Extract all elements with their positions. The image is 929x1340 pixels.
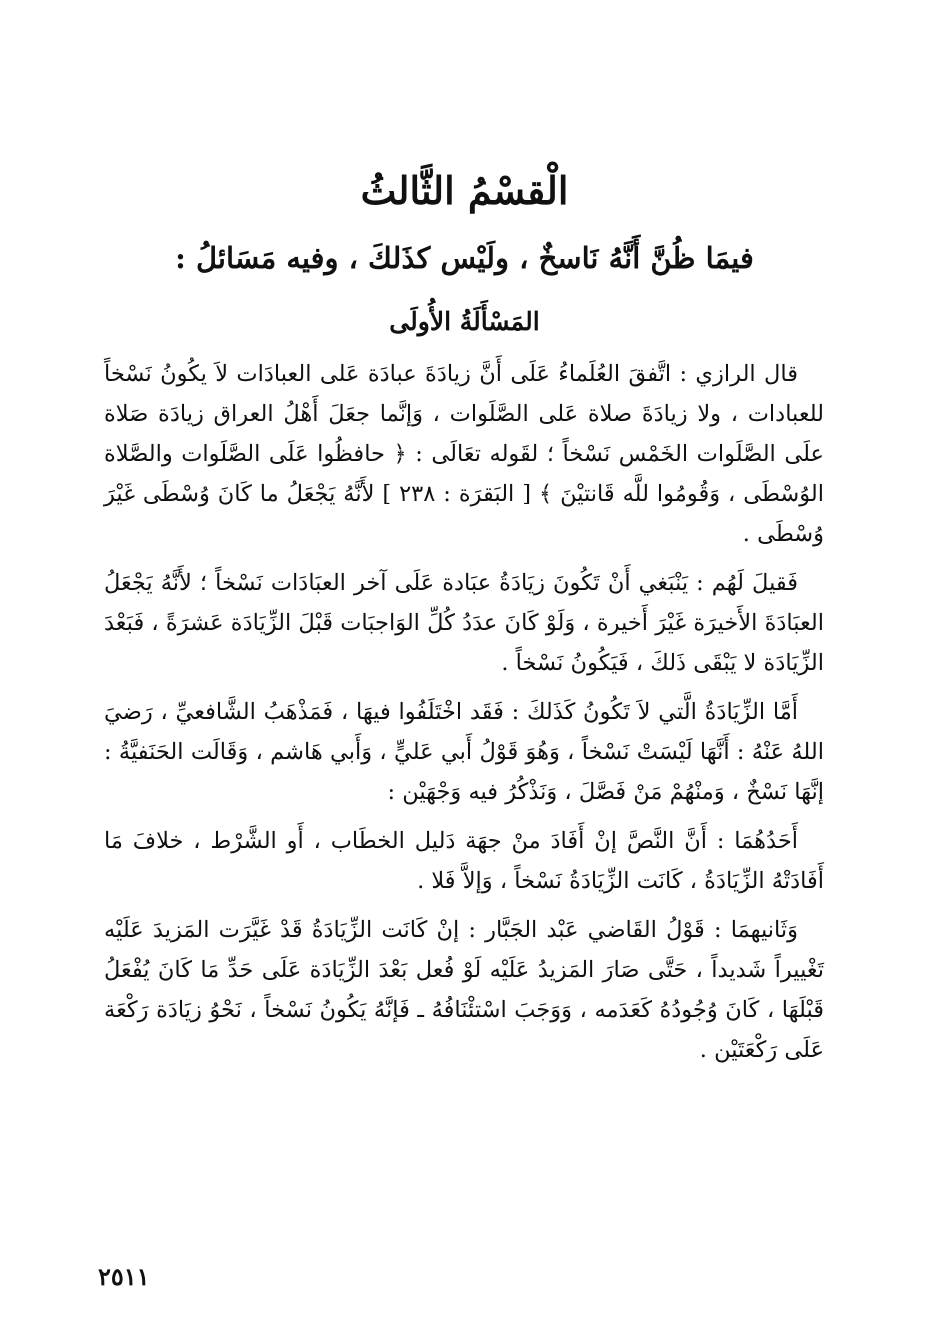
issue-title: المَسْأَلَةُ الأُولَى	[389, 307, 540, 336]
paragraph: وَثَانيهمَا : قَوْلُ القَاضي عَبْد الجَبَّار : إنْ كَانَت الزِّيَادَةُ قَدْ غَيَّرَت المَزيدَ عَلَيْه تَغْييراً شَديداً ، حَتَّى صَارَ المَزيدُ عَلَيْه لَوْ فُعل بَعْدَ الزِّيَادَة عَلَى حَدِّ مَا كَانَ يُفْعَلُ قَبْلَهَا ، كَانَ وُجُودُهُ كَعَدَمه ، وَوَجَبَ اسْتئْنَافُهُ ـ فَإنَّهُ يَكُونُ نَسْخاً ، نَحْوُ زيَادَة رَكْعَة عَلَى رَكْعَتَيْن .	[104, 917, 824, 1063]
page-number: ٢٥١١	[98, 1262, 150, 1291]
section-title: الْقسْمُ الثَّالثُ	[360, 168, 569, 213]
paragraph: أَحَدُهُمَا : أَنَّ النَّصَّ إنْ أَفَادَ منْ جهَة دَليل الخطَاب ، أَو الشَّرْط ، خلافَ مَا أَفَادَتْهُ الزِّيَادَةُ ، كَانَت الزِّيَادَةُ نَسْخاً ، وَإلاَّ فَلا .	[104, 828, 824, 894]
body-text	[104, 354, 824, 1079]
paragraph: أَمَّا الزِّيَادَةُ الَّتي لاَ تَكُونُ كَذَلكَ : فَقَد اخْتَلَفُوا فيهَا ، فَمَذْهَبُ الشَّافعيِّ ، رَضيَ اللهُ عَنْهُ : أَنَّهَا لَيْسَتْ نَسْخاً ، وَهُوَ قَوْلُ أَبي عَليٍّ ، وَأَبي هَاشم ، وَقَالَت الحَنَفيَّةُ : إنَّهَا نَسْخٌ ، وَمنْهُمْ مَنْ فَصَّلَ ، وَنَذْكُرُ فيه وَجْهَيْن :	[104, 699, 824, 805]
paragraph: قال الرازي : اتَّفقَ العُلَماءُ عَلَى أَنَّ زيادَةَ عبادَة عَلى العبادَات لاَ يكُونُ نَسْخاً للعبادات ، ولا زيادَةَ صلاة عَلى الصَّلَوات ، وَإنَّما جعَلَ أَهْلُ العراق زيادَة صَلاة علَى الصَّلَوات الخَمْس نَسْخاً ؛ لقَوله تعَالَى : ﴿ حافظُوا عَلَى الصَّلَوات والصَّلاة الوُسْطَى ، وَقُومُوا للَّه قَانتيْنَ ﴾ [ البَقرَة : ٢٣٨ ] لأَنَّهُ يَجْعَلُ ما كَانَ وُسْطَى غَيْرَ وُسْطَى .	[104, 361, 825, 547]
section-subtitle: فيمَا ظُنَّ أَنَّهُ نَاسخٌ ، ولَيْس كذَلكَ ، وفيه مَسَائلُ :	[175, 241, 754, 275]
paragraph: فَقيلَ لَهُم : يَنْبَغي أَنْ تَكُونَ زيَادَةُ عبَادة عَلَى آخر العبَادَات نَسْخاً ؛ لأَنَّهُ يَجْعَلُ العبَادَةَ الأَخيرَة غَيْرَ أَخيرة ، وَلَوْ كَانَ عدَدُ كُلِّ الوَاجبَات قَبْلَ الزِّيَادَة عَشرَةً ، فَبَعْدَ الزِّيَادَة لا يَبْقَى ذَلكَ ، فَيَكُونُ نَسْخاً .	[104, 570, 824, 676]
